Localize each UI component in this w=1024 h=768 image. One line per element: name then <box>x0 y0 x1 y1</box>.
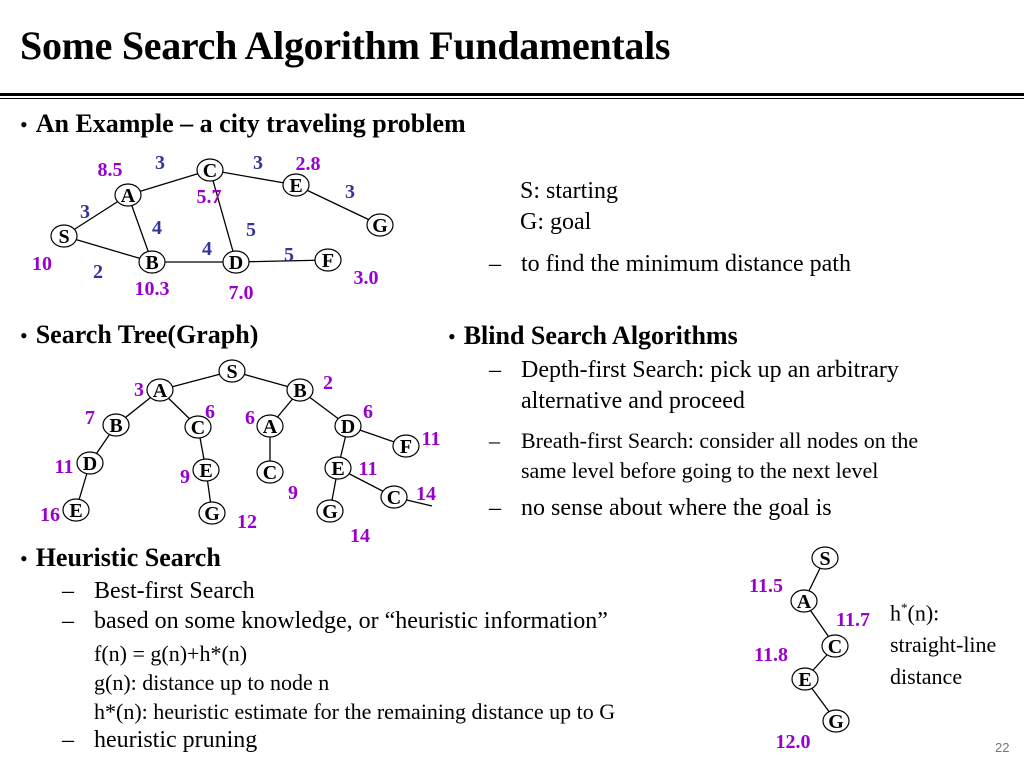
blind-item-breadth-first-line2: same level before going to the next level <box>521 458 879 483</box>
blind-search-heading: Blind Search Algorithms <box>463 321 738 350</box>
node-d-label: D <box>228 252 244 274</box>
tree-node-e-2-label: E <box>331 458 345 480</box>
cost-a-b: 4 <box>152 217 162 239</box>
hstar-legend <box>890 592 996 693</box>
tree-cost-g: 12 <box>237 511 257 533</box>
heuristic-item-pruning <box>62 727 257 754</box>
bullet-icon: • <box>20 323 28 348</box>
tree-cost-c-2: 9 <box>288 482 298 504</box>
formula-h: h*(n): heuristic estimate for the remaining distance up to G <box>94 699 616 724</box>
tree-node-c-label: C <box>190 417 206 439</box>
tree-cost-e-3: 16 <box>40 504 60 526</box>
tree-node-a-2-label: A <box>262 416 278 438</box>
heuristic-e: 2.8 <box>295 153 321 175</box>
heuristic-heading-row <box>20 543 221 573</box>
tree-cost-c-3: 14 <box>416 483 436 505</box>
tree-cost-b-2: 7 <box>85 407 95 429</box>
city-graph <box>0 140 420 320</box>
search-tree-heading: Search Tree(Graph) <box>35 320 259 349</box>
tree-cost-e: 9 <box>180 466 190 488</box>
cost-s-a: 3 <box>80 201 90 223</box>
tree-node-d-label: D <box>340 416 356 438</box>
slide-title: Some Search Algorithm Fundamentals <box>20 23 671 68</box>
path-value-e: 11.8 <box>754 644 788 666</box>
cost-c-d: 5 <box>246 219 256 241</box>
hstar-legend-line2: straight-line <box>890 632 997 658</box>
heuristic-a: 8.5 <box>97 159 123 181</box>
node-c-label: C <box>202 160 218 182</box>
search-tree-heading-row <box>20 320 258 350</box>
tree-cost-g-2: 14 <box>350 525 370 547</box>
tree-node-a-label: A <box>152 380 168 402</box>
tree-cost-c: 6 <box>205 401 215 423</box>
dash-icon: – <box>489 495 501 521</box>
tree-cost-d-2: 11 <box>54 456 74 478</box>
search-tree <box>0 352 450 552</box>
path-node-s-label: S <box>819 548 831 570</box>
blind-item-depth-first-line1: Depth-first Search: pick up an arbitrary <box>521 357 899 383</box>
cost-a-c: 3 <box>155 152 165 174</box>
node-f-label: F <box>321 250 335 272</box>
dash-icon: – <box>62 727 74 753</box>
blind-item-depth-first <box>489 355 899 417</box>
heuristic-item-knowledge <box>62 608 608 635</box>
tree-node-c-3-label: C <box>386 487 402 509</box>
tree-node-g-label: G <box>204 503 220 525</box>
path-value-g: 12.0 <box>775 731 811 753</box>
tree-cost-a-2: 6 <box>245 407 255 429</box>
tree-node-e-3-label: E <box>69 500 83 522</box>
path-node-g-label: G <box>828 711 844 733</box>
tree-cost-f: 11 <box>421 428 441 450</box>
bullet-icon: • <box>20 112 28 137</box>
example-heading-row <box>20 109 466 139</box>
formula-g: g(n): distance up to node n <box>94 670 330 695</box>
hstar-legend-sup: * <box>901 600 908 615</box>
blind-item-breadth-first <box>489 426 918 486</box>
best-first-path <box>738 540 888 760</box>
city-graph-edges <box>64 170 380 262</box>
edge-c-d <box>210 170 236 262</box>
edge-d-f <box>236 260 328 262</box>
cost-s-b: 2 <box>93 261 103 283</box>
blind-item-no-sense-text: no sense about where the goal is <box>521 495 832 521</box>
blind-search-heading-row <box>448 321 738 351</box>
example-heading: An Example – a city traveling problem <box>35 109 466 138</box>
search-tree-edges <box>76 371 432 513</box>
heuristic-item-best-first-text: Best-first Search <box>94 578 255 604</box>
tree-cost-e-2: 11 <box>358 458 378 480</box>
goal-description-text: to find the minimum distance path <box>521 251 851 277</box>
tree-node-b-2-label: B <box>109 415 123 437</box>
tree-cost-a: 3 <box>134 379 144 401</box>
tree-cost-b: 2 <box>323 372 333 394</box>
heuristic-heading: Heuristic Search <box>35 543 221 572</box>
edge-s-b <box>64 236 152 262</box>
hstar-legend-n: (n): <box>907 600 940 626</box>
bullet-icon: • <box>20 546 28 571</box>
bullet-icon: • <box>448 324 456 349</box>
tree-node-s-label: S <box>226 361 238 383</box>
goal-description <box>489 251 851 278</box>
cost-c-e: 3 <box>253 152 263 174</box>
node-a-label: A <box>120 185 136 207</box>
dash-icon: – <box>62 608 74 634</box>
node-b-label: B <box>145 252 159 274</box>
path-node-a-label: A <box>796 591 812 613</box>
node-e-label: E <box>289 175 303 197</box>
blind-item-depth-first-line2: alternative and proceed <box>521 388 745 414</box>
tree-node-g-2-label: G <box>322 501 338 523</box>
heuristic-f: 3.0 <box>353 267 379 289</box>
path-node-e-label: E <box>798 669 812 691</box>
cost-d-f: 5 <box>284 244 294 266</box>
formula-f: f(n) = g(n)+h*(n) <box>94 641 248 666</box>
tree-node-e-label: E <box>199 460 213 482</box>
tree-node-f-label: F <box>399 436 413 458</box>
dash-icon: – <box>489 428 500 453</box>
heuristic-d: 7.0 <box>228 282 254 304</box>
edge-e-g <box>296 185 380 225</box>
heuristic-item-pruning-text: heuristic pruning <box>94 727 258 753</box>
blind-item-breadth-first-line1: Breath-first Search: consider all nodes on the <box>521 428 919 453</box>
tree-node-d-2-label: D <box>82 453 98 475</box>
hstar-legend-h: h <box>890 600 901 626</box>
dash-icon: – <box>62 578 74 604</box>
dash-icon: – <box>489 251 501 277</box>
tree-node-b-label: B <box>293 380 307 402</box>
heuristic-item-knowledge-text: based on some knowledge, or “heuristic information” <box>94 608 608 634</box>
page-number: 22 <box>995 740 1010 755</box>
cost-b-d: 4 <box>202 238 212 260</box>
title-divider <box>0 93 1024 96</box>
path-value-c: 11.7 <box>836 609 870 631</box>
legend-starting: S: starting <box>520 178 619 204</box>
title-divider-thin <box>0 98 1024 99</box>
cost-e-g: 3 <box>345 181 355 203</box>
path-node-c-label: C <box>827 636 843 658</box>
dash-icon: – <box>489 357 501 383</box>
tree-cost-d: 6 <box>363 401 373 423</box>
blind-item-no-sense <box>489 495 832 522</box>
hstar-legend-line3: distance <box>890 664 963 690</box>
heuristic-b: 10.3 <box>134 278 170 300</box>
tree-node-c-2-label: C <box>262 462 278 484</box>
path-value-a: 11.5 <box>749 575 783 597</box>
node-g-label: G <box>372 215 388 237</box>
heuristic-s: 10 <box>32 253 52 275</box>
legend-goal: G: goal <box>520 209 592 235</box>
heuristic-item-best-first <box>62 578 255 605</box>
heuristic-c: 5.7 <box>196 186 222 208</box>
node-s-label: S <box>58 226 70 248</box>
